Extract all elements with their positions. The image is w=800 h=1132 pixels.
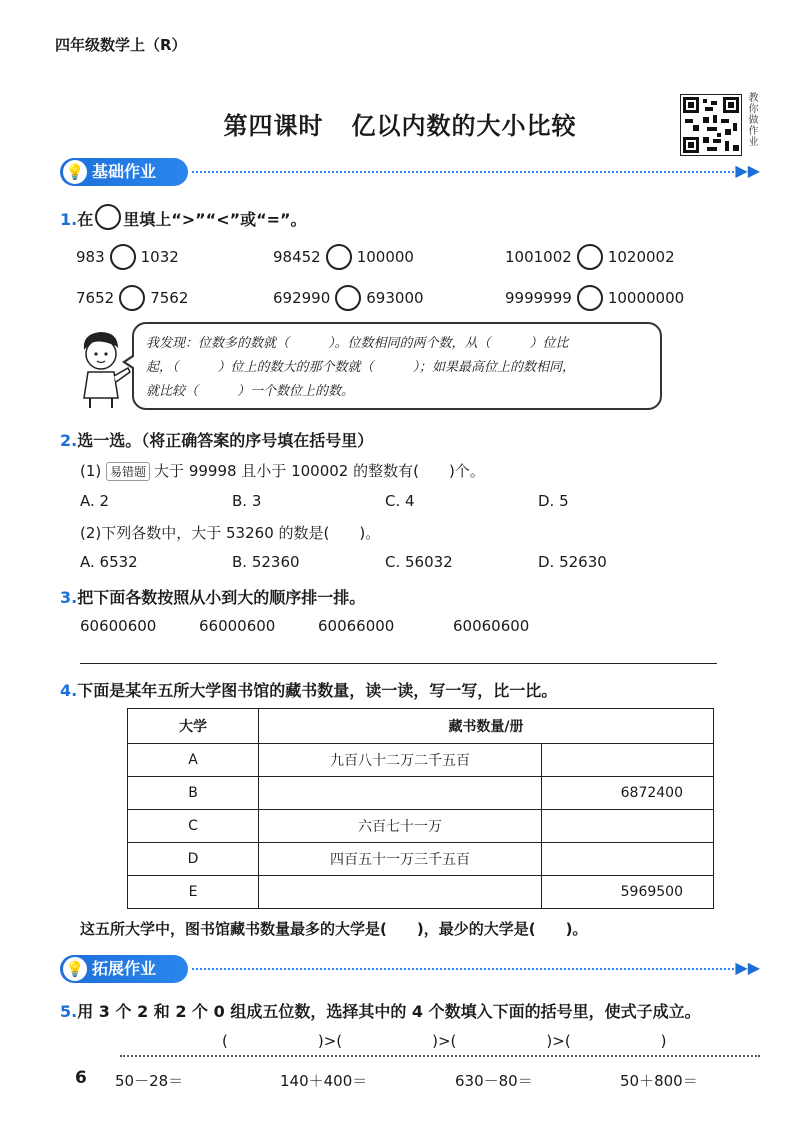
lightbulb-icon: 💡 <box>63 957 87 981</box>
digits-cell[interactable] <box>542 810 714 843</box>
table-row <box>128 810 714 843</box>
answer-circle[interactable] <box>577 285 603 311</box>
mental-math-item: 630－80＝ <box>455 1072 533 1090</box>
answer-circle[interactable] <box>110 244 136 270</box>
mental-math-item: 50－28＝ <box>115 1072 184 1090</box>
number-to-sort: 66000600 <box>199 617 276 635</box>
column-header-university: 大学 <box>128 709 259 744</box>
university-cell: A <box>128 744 259 777</box>
words-cell[interactable] <box>259 777 542 810</box>
question-2-sub-2: (2)下列各数中，大于 53260 的数是( )。 <box>80 524 381 542</box>
comparison-item: 98452 100000 <box>273 244 414 270</box>
number-to-sort: 60600600 <box>80 617 157 635</box>
comparison-item: 7652 7562 <box>76 285 188 311</box>
digits-cell[interactable]: 5969500 <box>542 876 714 909</box>
number-to-sort: 60066000 <box>318 617 395 635</box>
section-basic-banner <box>60 158 760 186</box>
question-2-prompt: 2.选一选。（将正确答案的序号填在括号里） <box>60 431 374 450</box>
comparison-circle-example <box>95 204 121 230</box>
section-basic-label: 基础作业 <box>92 162 157 181</box>
mental-math-item: 50＋800＝ <box>620 1072 698 1090</box>
table-row <box>128 876 714 909</box>
library-collection-table <box>127 708 714 909</box>
table-row <box>128 777 714 810</box>
qr-caption: 教你做作业 <box>746 92 757 147</box>
dotted-divider <box>192 968 742 970</box>
question-5-prompt: 5.用 3 个 2 和 2 个 0 组成五位数，选择其中的 4 个数填入下面的括号里，使式子成立。 <box>60 1002 701 1021</box>
comparison-item: 983 1032 <box>76 244 179 270</box>
question-3-prompt: 3.把下面各数按照从小到大的顺序排一排。 <box>60 588 366 607</box>
qr-code[interactable] <box>680 94 742 156</box>
option-d[interactable]: D. 5 <box>538 492 569 510</box>
answer-circle[interactable] <box>119 285 145 311</box>
lesson-number: 第四课时 <box>223 112 324 140</box>
option-a[interactable]: A. 2 <box>80 492 110 510</box>
error-prone-tag: 易错题 <box>106 462 150 481</box>
option-b[interactable]: B. 3 <box>232 492 262 510</box>
digits-cell[interactable]: 6872400 <box>542 777 714 810</box>
footer-divider <box>120 1055 760 1057</box>
table-header-row <box>128 709 714 744</box>
lightbulb-icon: 💡 <box>63 160 87 184</box>
question-4-prompt: 4.下面是某年五所大学图书馆的藏书数量，读一读，写一写，比一比。 <box>60 681 558 700</box>
dotted-divider <box>192 171 742 173</box>
lesson-topic: 亿以内数的大小比较 <box>351 112 577 140</box>
question-1-prompt: 1.在 里填上“>”“<”或“=”。 <box>60 204 307 230</box>
option-c[interactable]: C. 56032 <box>385 553 453 571</box>
option-a[interactable]: A. 6532 <box>80 553 138 571</box>
words-cell[interactable]: 六百七十一万 <box>259 810 542 843</box>
option-d[interactable]: D. 52630 <box>538 553 607 571</box>
option-b[interactable]: B. 52360 <box>232 553 300 571</box>
digits-cell[interactable] <box>542 744 714 777</box>
double-chevron-right-icon: ▶▶ <box>735 958 760 977</box>
comparison-item: 692990 693000 <box>273 285 424 311</box>
book-label: 四年级数学上（R） <box>55 36 187 54</box>
option-c[interactable]: C. 4 <box>385 492 415 510</box>
page-number: 6 <box>75 1068 87 1088</box>
speech-line: 我发现：位数多的数就（ ）。位数相同的两个数，从（ ）位比 <box>146 336 569 351</box>
inequality-expression[interactable]: ( )>( )>( )>( ) <box>222 1032 667 1050</box>
number-to-sort: 60060600 <box>453 617 530 635</box>
answer-line[interactable] <box>80 663 717 664</box>
answer-circle[interactable] <box>335 285 361 311</box>
question-4-conclusion: 这五所大学中，图书馆藏书数量最多的大学是( )，最少的大学是( )。 <box>80 920 588 938</box>
university-cell: E <box>128 876 259 909</box>
digits-cell[interactable] <box>542 843 714 876</box>
university-cell: D <box>128 843 259 876</box>
comparison-item: 9999999 10000000 <box>505 285 684 311</box>
column-header-collection: 藏书数量/册 <box>259 709 714 744</box>
discovery-speech-bubble <box>132 322 662 410</box>
table-row <box>128 744 714 777</box>
double-chevron-right-icon: ▶▶ <box>735 161 760 180</box>
speech-line: 就比较（ ）一个数位上的数。 <box>146 384 355 399</box>
question-2-sub-1: (1) 易错题 大于 99998 且小于 100002 的整数有( )个。 <box>80 462 485 480</box>
section-extend-banner <box>60 955 760 983</box>
answer-circle[interactable] <box>577 244 603 270</box>
answer-circle[interactable] <box>326 244 352 270</box>
section-extend-label: 拓展作业 <box>92 959 157 978</box>
comparison-item: 1001002 1020002 <box>505 244 675 270</box>
words-cell[interactable] <box>259 876 542 909</box>
university-cell: B <box>128 777 259 810</box>
mental-math-item: 140＋400＝ <box>280 1072 368 1090</box>
words-cell[interactable]: 九百八十二万二千五百 <box>259 744 542 777</box>
table-row <box>128 843 714 876</box>
words-cell[interactable]: 四百五十一万三千五百 <box>259 843 542 876</box>
speech-line: 起，（ ）位上的数大的那个数就（ ）；如果最高位上的数相同， <box>146 360 576 375</box>
university-cell: C <box>128 810 259 843</box>
